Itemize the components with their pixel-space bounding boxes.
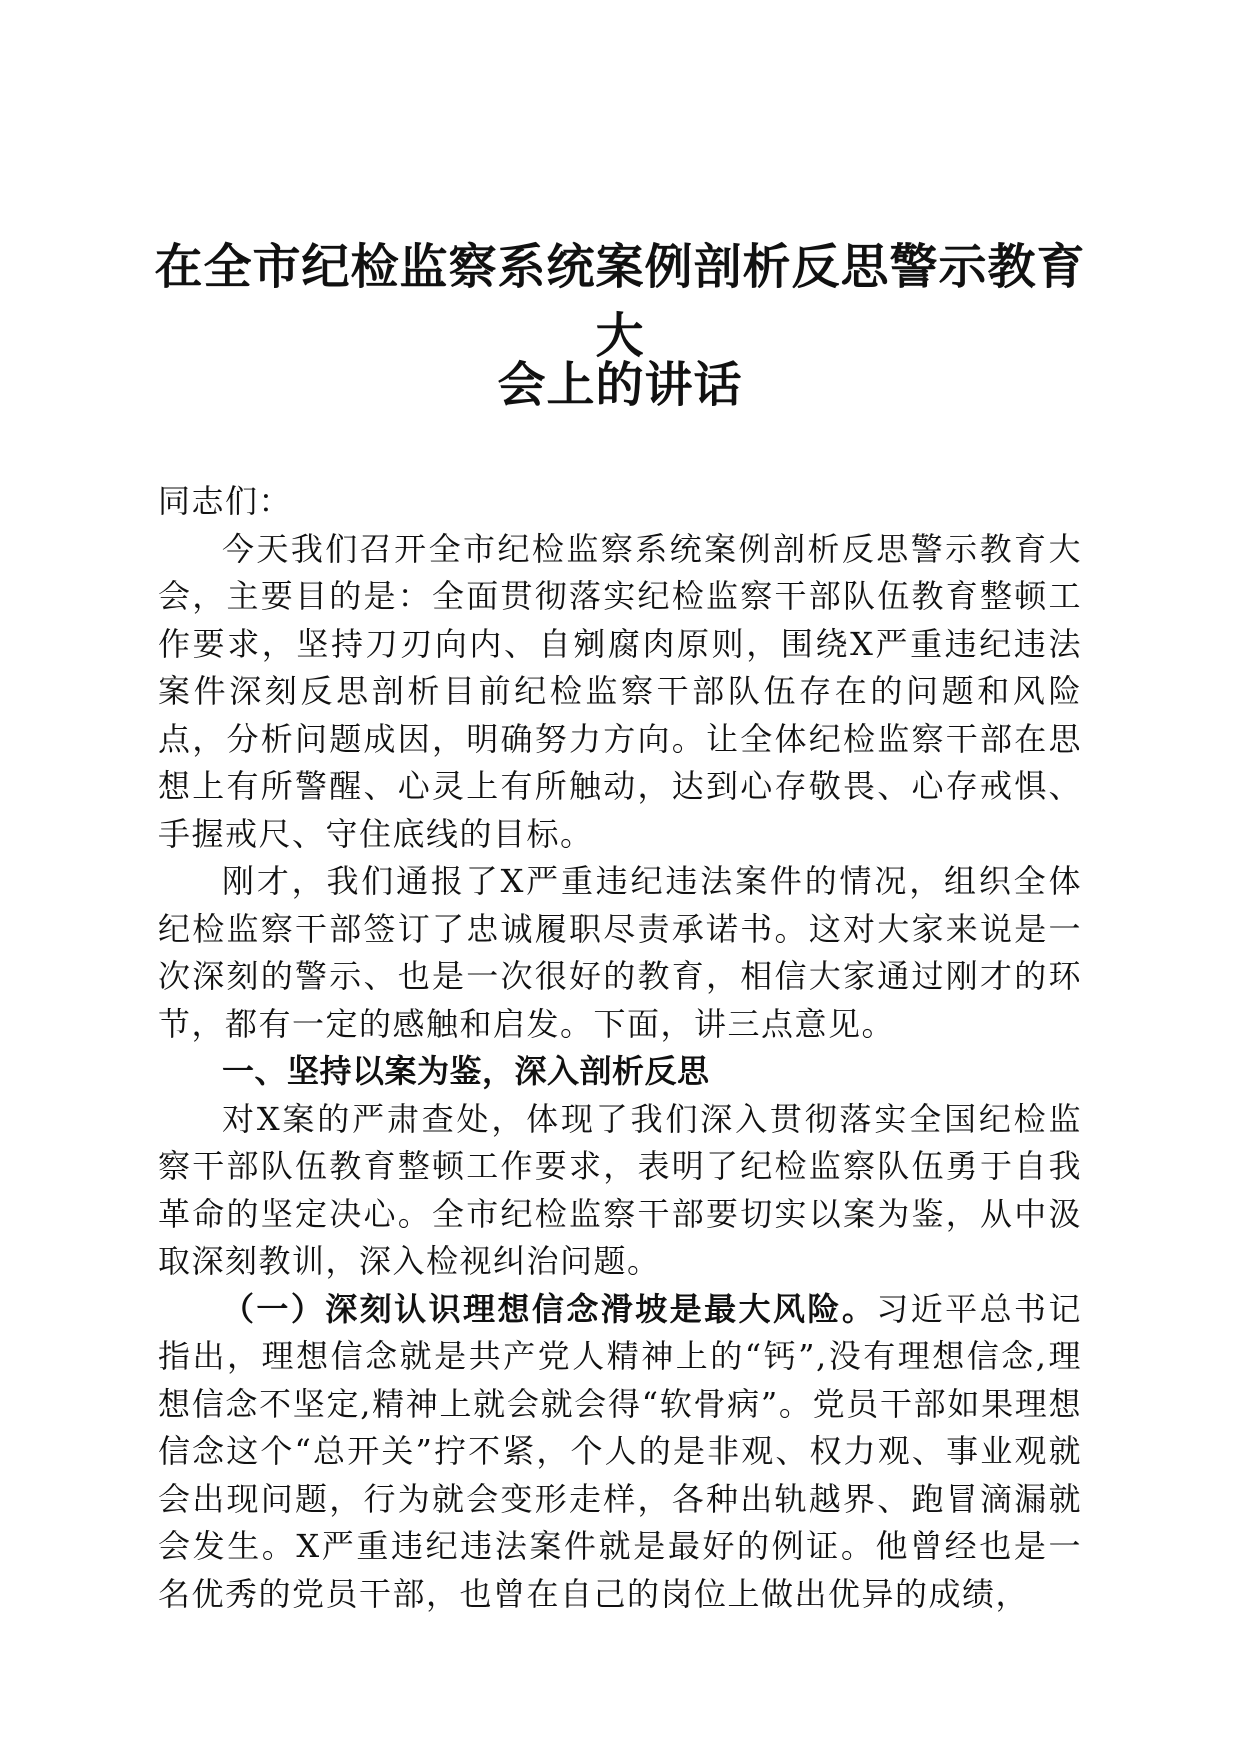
paragraph-3: 对X案的严肃查处，体现了我们深入贯彻落实全国纪检监察干部队伍教育整顿工作要求，表明了纪检监察队伍勇于自我革命的坚定决心。全市纪检监察干部要切实以案为鉴，从中汲取深刻教训，深入检视纠治问题。 xyxy=(158,1099,1082,1280)
section-heading-1: 一、坚持以案为鉴，深入剖析反思 xyxy=(222,1052,710,1090)
document-title-line-2: 会上的讲话 xyxy=(497,357,743,413)
document-body xyxy=(158,478,1082,1618)
salutation: 同志们： xyxy=(158,482,293,520)
subsection-heading-1: （一）深刻认识理想信念滑坡是最大风险。 xyxy=(222,1289,877,1328)
paragraph-1: 今天我们召开全市纪检监察系统案例剖析反思警示教育大会，主要目的是：全面贯彻落实纪检监察干部队伍教育整顿工作要求，坚持刀刃向内、自剜腐肉原则，围绕X严重违纪违法案件深刻反思剖析目前纪检监察干部队伍存在的问题和风险点，分析问题成因，明确努力方向。让全体纪检监察干部在思想上有所警醒、心灵上有所触动，达到心存敬畏、心存戒惧、手握戒尺、守住底线的目标。 xyxy=(158,529,1082,853)
document-title-line-1: 在全市纪检监察系统案例剖析反思警示教育大 xyxy=(154,239,1086,364)
paragraph-4-text: 习近平总书记指出，理想信念就是共产党人精神上的“钙”,没有理想信念,理想信念不坚定,精神上就会就会得“软骨病”。党员干部如果理想信念这个“总开关”拧不紧，个人的是非观、权力观、事业观就会出现问题，行为就会变形走样，各种出轨越界、跑冒滴漏就会发生。X严重违纪违法案件就是最好的例证。他曾经也是一名优秀的党员干部，也曾在自己的岗位上做出优异的成绩， xyxy=(158,1289,1082,1613)
paragraph-2: 刚才，我们通报了X严重违纪违法案件的情况，组织全体纪检监察干部签订了忠诚履职尽责承诺书。这对大家来说是一次深刻的警示、也是一次很好的教育，相信大家通过刚才的环节，都有一定的感触和启发。下面，讲三点意见。 xyxy=(158,862,1082,1043)
paragraph-4 xyxy=(158,1286,1082,1619)
